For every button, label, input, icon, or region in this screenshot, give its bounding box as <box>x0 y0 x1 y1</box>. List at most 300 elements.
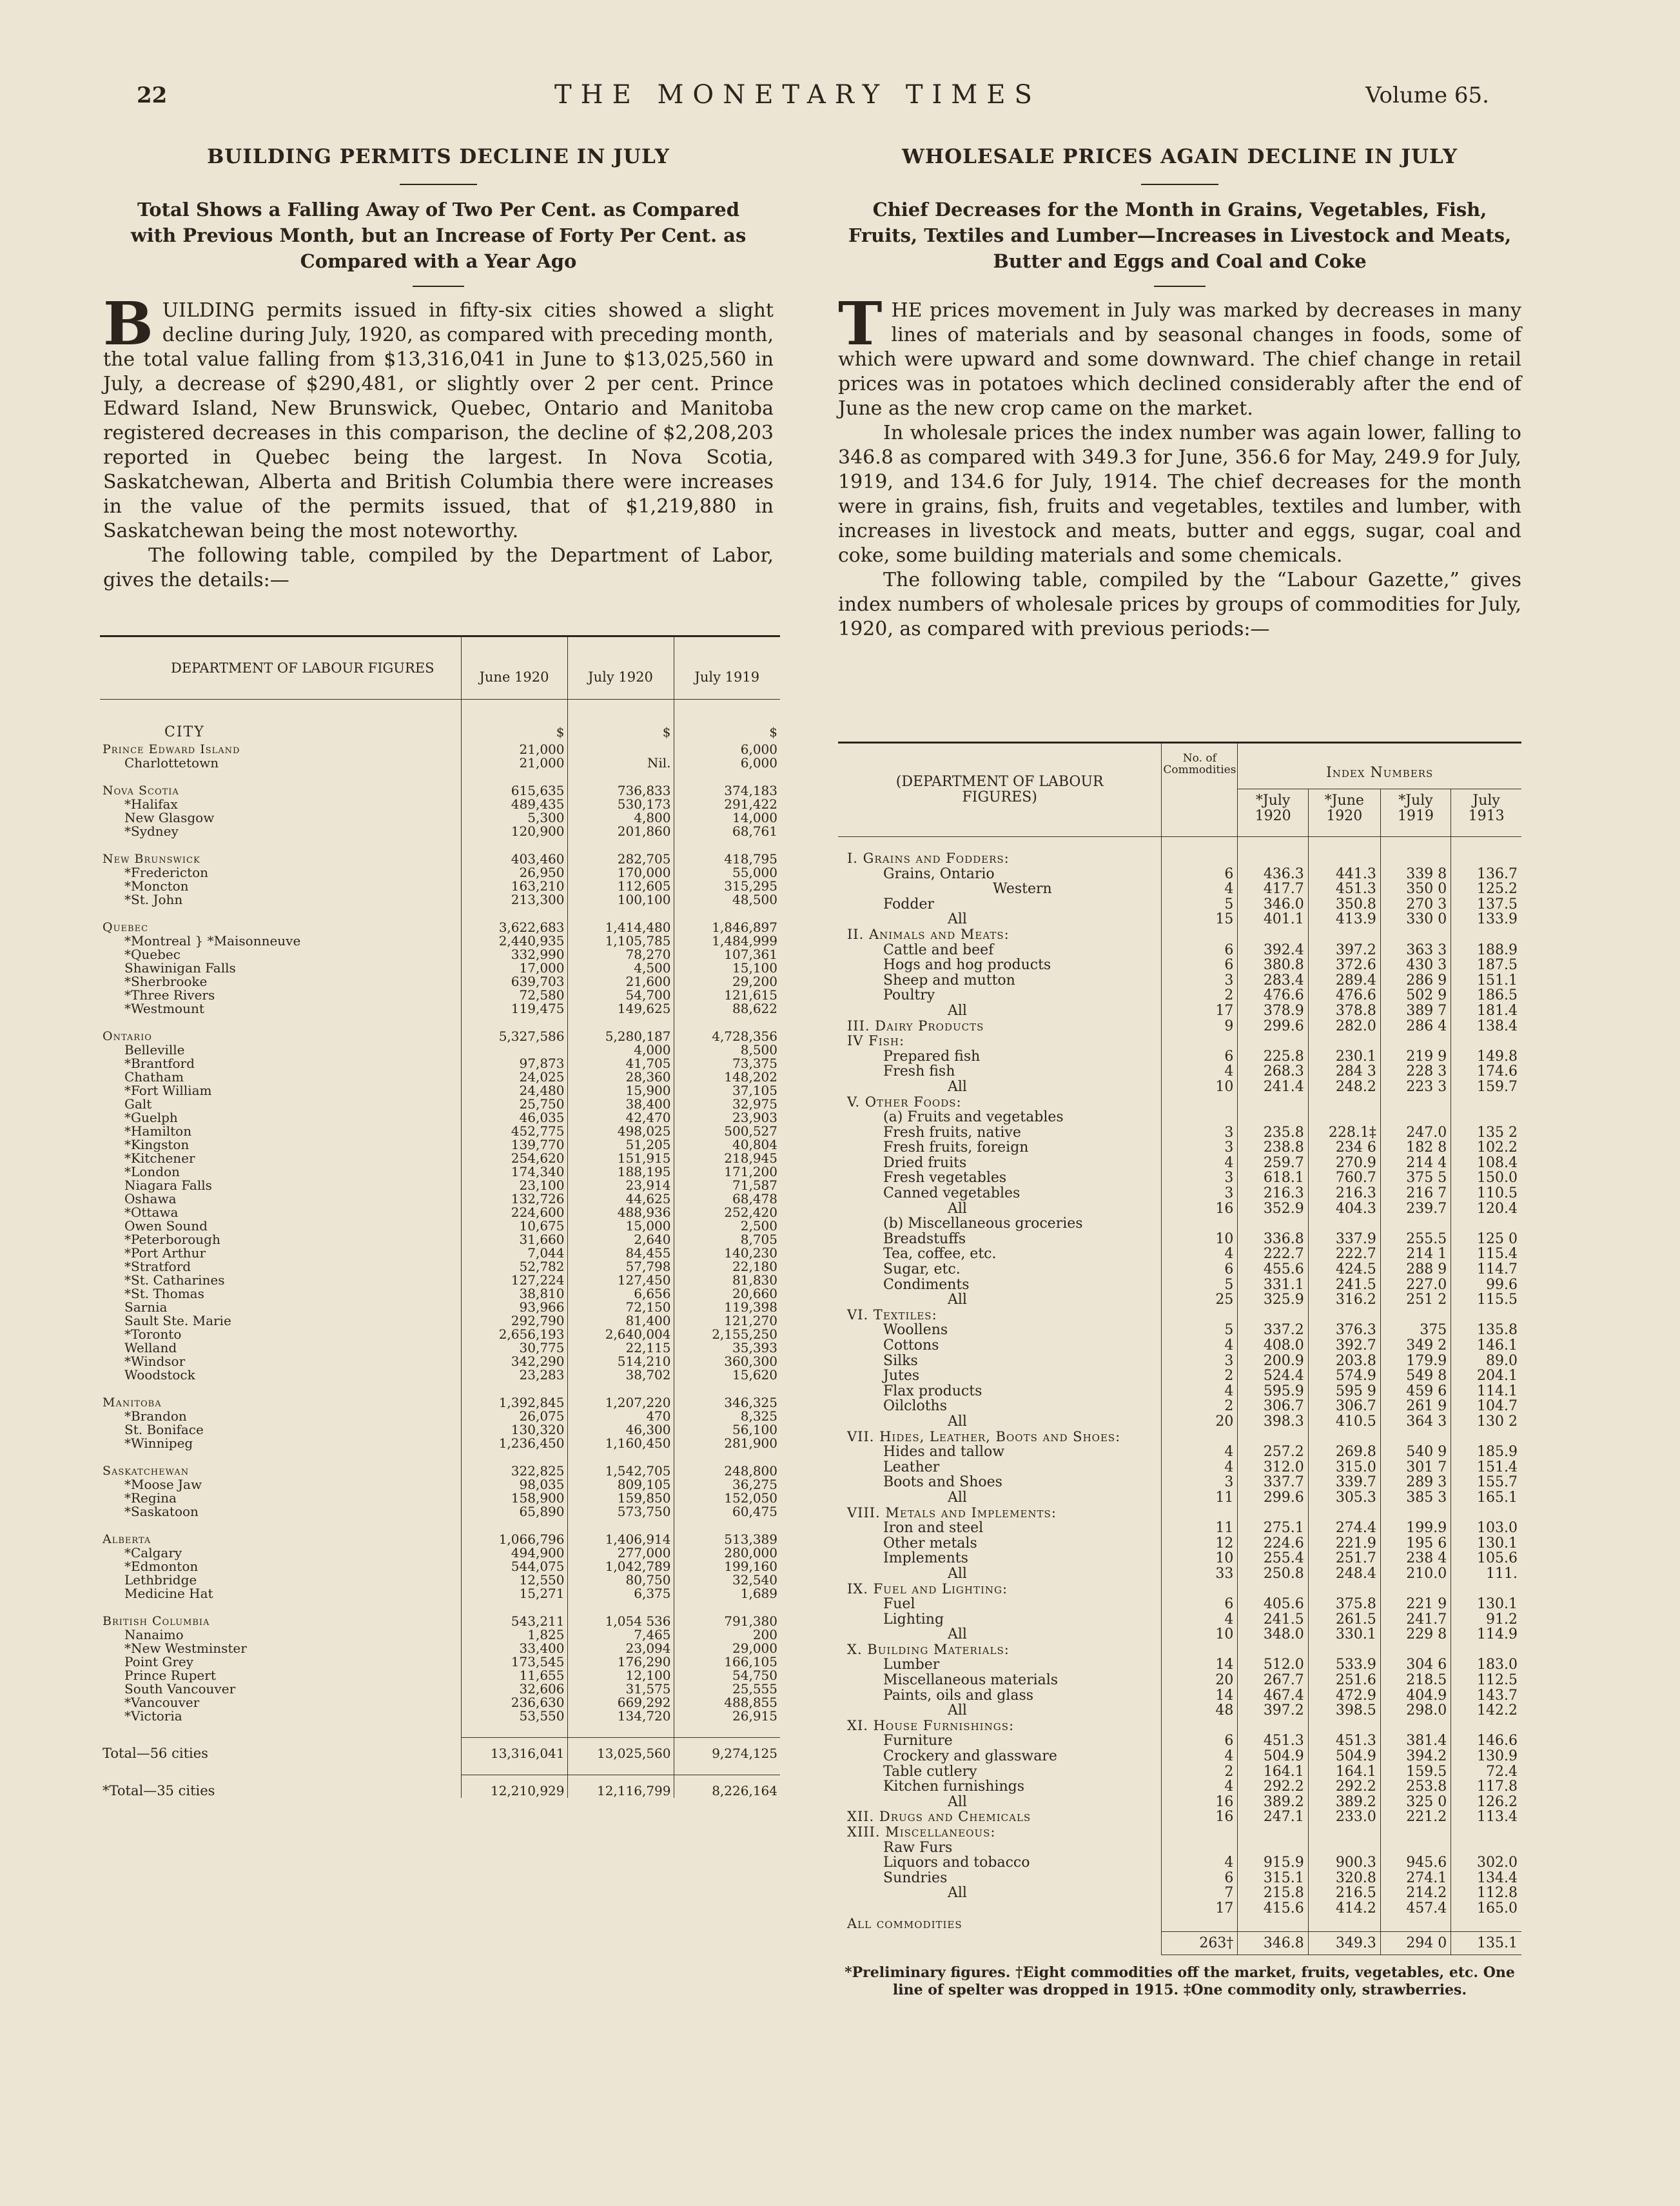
july-1919-value: 1,689 <box>674 1587 780 1600</box>
june-1920-value <box>461 1760 567 1775</box>
july-1919-index: 251 2 <box>1380 1292 1450 1308</box>
july-1919-index: 502 9 <box>1380 988 1450 1003</box>
july-1919-index: 218.5 <box>1380 1673 1450 1688</box>
july-1913-index: 181.4 <box>1451 1003 1521 1019</box>
commodity-count: 2 <box>1162 1764 1238 1780</box>
june-1920-value: 322,825 <box>461 1464 567 1478</box>
subtotal-row <box>838 1201 1521 1217</box>
masthead: THE MONETARY TIMES <box>554 80 1041 110</box>
city-row <box>100 1179 780 1192</box>
june-1920-value: 615,635 <box>461 784 567 798</box>
june-1920-index: 316.2 <box>1308 1292 1380 1308</box>
july-1920-index: 241.4 <box>1238 1079 1308 1095</box>
june-1920-index: 372.6 <box>1308 958 1380 973</box>
june-1920-index <box>1308 1582 1380 1597</box>
item-row <box>838 1384 1521 1399</box>
july-1919-index: 381.4 <box>1380 1733 1450 1749</box>
july-1920-index: 268.3 <box>1238 1064 1308 1079</box>
july-1913-index: 115.5 <box>1451 1292 1521 1308</box>
item-row <box>838 1551 1521 1566</box>
june-1920-index <box>1308 851 1380 867</box>
city-label: CITY <box>100 700 461 744</box>
july-1913-index: 135 2 <box>1451 1125 1521 1141</box>
june-1920-index: 350.8 <box>1308 897 1380 912</box>
row-label: Shawinigan Falls <box>124 960 236 976</box>
july-1919-index: 214 4 <box>1380 1156 1450 1171</box>
item-row <box>838 1246 1521 1262</box>
june-1920-index: 234 6 <box>1308 1140 1380 1156</box>
row-label: All <box>948 1200 967 1217</box>
july-1919-value: 418,795 <box>674 852 780 866</box>
col-july-1920: July 1920 <box>567 637 674 700</box>
june-1920-value: 543,211 <box>461 1615 567 1628</box>
row-label: Welland <box>124 1340 177 1355</box>
row-label: Prince Edward Island <box>103 742 240 756</box>
june-1920-value: 46,035 <box>461 1111 567 1125</box>
june-1920-index <box>1308 1916 1380 1932</box>
headline-rule <box>400 184 477 185</box>
july-1919-index: 221.2 <box>1380 1809 1450 1825</box>
july-1919-value: 140,230 <box>674 1246 780 1260</box>
july-1920-index <box>1238 1095 1308 1110</box>
july-1919-value: 73,375 <box>674 1057 780 1070</box>
item-row <box>838 1368 1521 1384</box>
city-row <box>100 1138 780 1152</box>
july-1913-index <box>1451 1582 1521 1597</box>
commodity-count <box>1162 927 1238 943</box>
row-label: Table cutlery <box>883 1763 977 1780</box>
city-row <box>100 1587 780 1600</box>
july-1919-index <box>1380 1506 1450 1521</box>
item-row <box>838 1323 1521 1338</box>
section-row <box>838 1642 1521 1658</box>
row-label <box>100 1450 461 1464</box>
city-row <box>100 961 780 975</box>
july-1920-index: 346.8 <box>1238 1931 1308 1955</box>
row-label: British Columbia <box>103 1614 210 1628</box>
city-row <box>100 1341 780 1355</box>
june-1920-value: 25,750 <box>461 1098 567 1111</box>
june-1920-index <box>1308 927 1380 943</box>
row-label: Lethbridge <box>124 1572 197 1588</box>
june-1920-index: 248.4 <box>1308 1566 1380 1582</box>
july-1913-index <box>1451 1095 1521 1110</box>
july-1920-index: 247.1 <box>1238 1809 1308 1825</box>
june-1920-index: 330.1 <box>1308 1627 1380 1642</box>
july-1913-index: 185.9 <box>1451 1444 1521 1460</box>
july-1913-index: 143.7 <box>1451 1688 1521 1704</box>
right-body <box>838 289 1521 642</box>
july-1920-index: 348.0 <box>1238 1627 1308 1642</box>
row-label: *Victoria <box>124 1708 182 1724</box>
commodity-count: 4 <box>1162 1444 1238 1460</box>
section-row <box>838 1809 1521 1825</box>
item-row <box>838 1444 1521 1460</box>
july-1919-value: 22,180 <box>674 1260 780 1274</box>
province-row <box>100 921 780 934</box>
commodity-count <box>1162 1916 1238 1932</box>
row-label: Hogs and hog products <box>883 957 1051 974</box>
july-1913-index: 114.1 <box>1451 1384 1521 1399</box>
july-1920-index: 389.2 <box>1238 1795 1308 1810</box>
row-label: VII. Hides, Leather, Boots and Shoes: <box>847 1428 1121 1444</box>
july-1919-value: 280,000 <box>674 1546 780 1560</box>
city-row <box>100 948 780 961</box>
july-1919-index: 394.2 <box>1380 1749 1450 1764</box>
june-1920-index: 504.9 <box>1308 1749 1380 1764</box>
july-1920-value: 38,702 <box>567 1368 674 1382</box>
city-row <box>100 1560 780 1573</box>
july-1919-index <box>1380 1308 1450 1323</box>
july-1913-index <box>1451 1430 1521 1445</box>
july-1919-index: 239.7 <box>1380 1201 1450 1217</box>
row-label: *Brantford <box>124 1056 195 1071</box>
commodity-count: 17 <box>1162 1901 1238 1916</box>
city-row <box>100 1628 780 1642</box>
june-1920-index: 284 3 <box>1308 1064 1380 1079</box>
july-1920-value <box>567 1450 674 1464</box>
july-1920-value: 41,705 <box>567 1057 674 1070</box>
july-1919-value: 200 <box>674 1628 780 1642</box>
july-1913-index: 165.0 <box>1451 1901 1521 1916</box>
dollar-sign: $ <box>461 700 567 744</box>
row-label: Charlottetown <box>124 755 219 771</box>
city-row <box>100 1437 780 1450</box>
july-1919-index <box>1380 927 1450 943</box>
row-label: Lighting <box>883 1611 944 1628</box>
june-1920-index <box>1308 1825 1380 1840</box>
july-1913-index: 126.2 <box>1451 1795 1521 1810</box>
july-1920-value: 1,542,705 <box>567 1464 674 1478</box>
row-label: Miscellaneous materials <box>883 1672 1059 1689</box>
july-1919-index <box>1380 851 1450 867</box>
spacer-row <box>100 770 780 784</box>
item-row <box>838 1779 1521 1795</box>
row-label: Kitchen furnishings <box>883 1778 1025 1795</box>
july-1920-value: 514,210 <box>567 1355 674 1368</box>
july-1913-index: 111. <box>1451 1566 1521 1582</box>
city-row <box>100 1410 780 1423</box>
june-1920-value: 17,000 <box>461 961 567 975</box>
commodity-count: 10 <box>1162 1627 1238 1642</box>
july-1913-index: 174.6 <box>1451 1064 1521 1079</box>
june-1920-value: 97,873 <box>461 1057 567 1070</box>
commodity-count: 48 <box>1162 1703 1238 1719</box>
july-1913-index <box>1451 1719 1521 1734</box>
item-row <box>838 1216 1521 1232</box>
july-1919-value: 2,155,250 <box>674 1328 780 1341</box>
item-row <box>838 1855 1521 1871</box>
row-label: *Moncton <box>124 878 189 894</box>
july-1920-value: 28,360 <box>567 1070 674 1084</box>
june-1920-value: 21,000 <box>461 756 567 770</box>
july-1913-index <box>1451 1034 1521 1049</box>
commodity-count <box>1162 1216 1238 1232</box>
july-1913-index: 89.0 <box>1451 1354 1521 1369</box>
july-1920-value: 72,150 <box>567 1301 674 1314</box>
july-1919-index: 549 8 <box>1380 1368 1450 1384</box>
province-row <box>100 1533 780 1546</box>
july-1920-index: 255.4 <box>1238 1551 1308 1566</box>
june-1920-value <box>461 1600 567 1615</box>
july-1920-value: 282,705 <box>567 852 674 866</box>
july-1920-index: 222.7 <box>1238 1246 1308 1262</box>
july-1919-index: 179.9 <box>1380 1354 1450 1369</box>
commodity-count: 5 <box>1162 1277 1238 1293</box>
row-label: *Saskatoon <box>124 1504 199 1519</box>
june-1920-index: 233.0 <box>1308 1809 1380 1825</box>
june-1920-index: 376.3 <box>1308 1323 1380 1338</box>
july-1913-index: 159.7 <box>1451 1079 1521 1095</box>
july-1919-value: 248,800 <box>674 1464 780 1478</box>
july-1920-index: 299.6 <box>1238 1019 1308 1034</box>
commodity-count: 16 <box>1162 1201 1238 1217</box>
june-1920-value: 173,545 <box>461 1655 567 1669</box>
june-1920-value: 224,600 <box>461 1206 567 1219</box>
july-1919-index: 385 3 <box>1380 1490 1450 1506</box>
left-body <box>103 289 774 593</box>
deck-rule <box>1154 286 1206 287</box>
section-row <box>838 1430 1521 1445</box>
commodity-count: 6 <box>1162 1049 1238 1065</box>
city-row <box>100 1192 780 1206</box>
june-1920-value: 213,300 <box>461 893 567 907</box>
june-1920-value: 494,900 <box>461 1546 567 1560</box>
province-row <box>100 852 780 866</box>
july-1919-index <box>1380 1095 1450 1110</box>
july-1920-index: 306.7 <box>1238 1399 1308 1414</box>
city-row <box>100 1696 780 1709</box>
july-1920-value: 12,100 <box>567 1669 674 1682</box>
row-label: All <box>948 1885 967 1902</box>
row-label: Iron and steel <box>883 1520 984 1537</box>
july-1920-value: 7,465 <box>567 1628 674 1642</box>
july-1913-index: 113.4 <box>1451 1809 1521 1825</box>
july-1919-index: 223 3 <box>1380 1079 1450 1095</box>
commodity-count: 11 <box>1162 1490 1238 1506</box>
item-row <box>838 867 1521 882</box>
july-1919-value: 121,270 <box>674 1314 780 1328</box>
june-1920-index <box>1308 1642 1380 1658</box>
july-1919-value: 37,105 <box>674 1084 780 1098</box>
july-1919-index: 227.0 <box>1380 1277 1450 1293</box>
row-label: *Westmount <box>124 1001 204 1016</box>
row-label: Oshawa <box>124 1191 177 1206</box>
july-1913-index <box>1451 1916 1521 1932</box>
city-row <box>100 934 780 948</box>
june-1920-value: 5,327,586 <box>461 1030 567 1043</box>
july-1920-value: 498,025 <box>567 1125 674 1138</box>
row-label: Crockery and glassware <box>883 1748 1057 1765</box>
july-1919-index <box>1380 1642 1450 1658</box>
july-1913-index: 125 0 <box>1451 1232 1521 1247</box>
june-1920-value: 24,480 <box>461 1084 567 1098</box>
july-1920-index <box>1238 1719 1308 1734</box>
july-1919-value: 4,728,356 <box>674 1030 780 1043</box>
left-deck: Total Shows a Falling Away of Two Per Cent. as Compared with Previous Month, but an Increase of Forty Per Cent. as Compared with a Year Ago <box>130 199 747 272</box>
row-label: VI. Textiles: <box>847 1306 937 1323</box>
july-1920-index: 250.8 <box>1238 1566 1308 1582</box>
july-1919-value: 500,527 <box>674 1125 780 1138</box>
july-1919-index: 221 9 <box>1380 1597 1450 1612</box>
row-label: *Guelph <box>124 1110 178 1125</box>
july-1920-value: 2,640 <box>567 1233 674 1246</box>
july-1920-index: 283.4 <box>1238 973 1308 989</box>
row-label: Jutes <box>883 1368 920 1384</box>
row-label: *St. John <box>124 892 183 907</box>
row-label: Point Grey <box>124 1654 194 1669</box>
row-label: *Hamilton <box>124 1123 192 1139</box>
commodity-count: 6 <box>1162 1871 1238 1886</box>
row-label: *Sydney <box>124 823 179 839</box>
june-1920-index: 228.1‡ <box>1308 1125 1380 1141</box>
june-1920-value: 139,770 <box>461 1138 567 1152</box>
subtotal-row <box>838 1003 1521 1019</box>
commodity-count: 17 <box>1162 1003 1238 1019</box>
row-label: South Vancouver <box>124 1681 236 1697</box>
july-1920-index: 512.0 <box>1238 1657 1308 1673</box>
july-1920-value: 1,414,480 <box>567 921 674 934</box>
june-1920-value <box>461 1043 567 1057</box>
commodity-count: 4 <box>1162 1612 1238 1628</box>
july-1920-value <box>567 907 674 921</box>
commodity-count <box>1162 1430 1238 1445</box>
row-label: IX. Fuel and Lighting: <box>847 1581 1008 1597</box>
subtotal-row <box>838 1292 1521 1308</box>
row-label: XII. Drugs and Chemicals <box>847 1809 1031 1825</box>
july-1919-value: 8,500 <box>674 1043 780 1057</box>
june-1920-index: 476.6 <box>1308 988 1380 1003</box>
july-1919-index: 430 3 <box>1380 958 1450 973</box>
row-label: All <box>948 1565 967 1582</box>
july-1913-index: 112.8 <box>1451 1886 1521 1901</box>
july-1913-index: 125.2 <box>1451 881 1521 897</box>
row-label: Chatham <box>124 1069 184 1085</box>
row-label: Alberta <box>103 1532 151 1546</box>
commodity-count: 6 <box>1162 1597 1238 1612</box>
city-row <box>100 1070 780 1084</box>
june-1920-index: 410.5 <box>1308 1414 1380 1430</box>
commodity-count: 33 <box>1162 1566 1238 1582</box>
commodity-count: 4 <box>1162 1460 1238 1475</box>
commodity-count <box>1162 1506 1238 1521</box>
row-label: X. Building Materials: <box>847 1641 1010 1657</box>
july-1920-value <box>567 1723 674 1738</box>
total-row <box>100 1738 780 1761</box>
july-1919-index: 210.0 <box>1380 1566 1450 1582</box>
city-row <box>100 1057 780 1070</box>
row-label: Fresh vegetables <box>883 1170 1007 1187</box>
section-row <box>838 1825 1521 1840</box>
july-1920-value: 4,800 <box>567 811 674 825</box>
row-label: *Total—35 cities <box>103 1782 215 1798</box>
july-1919-index: 404.9 <box>1380 1688 1450 1704</box>
row-label: Cattle and beef <box>883 941 994 958</box>
row-label: Fuel <box>883 1596 915 1613</box>
june-1920-value: 23,100 <box>461 1179 567 1192</box>
col-june-1920: *June 1920 <box>1308 789 1380 837</box>
prices-table <box>838 744 1521 1955</box>
commodity-count: 14 <box>1162 1657 1238 1673</box>
july-1919-value: 1,846,897 <box>674 921 780 934</box>
july-1920-index: 504.9 <box>1238 1749 1308 1764</box>
june-1920-index: 230.1 <box>1308 1049 1380 1065</box>
june-1920-value: 52,782 <box>461 1260 567 1274</box>
june-1920-index: 760.7 <box>1308 1170 1380 1186</box>
july-1920-index: 312.0 <box>1238 1460 1308 1475</box>
item-row <box>838 1186 1521 1201</box>
row-label: All <box>948 911 967 928</box>
commodity-count: 20 <box>1162 1673 1238 1688</box>
july-1919-value <box>674 1382 780 1396</box>
city-row <box>100 1084 780 1098</box>
row-label: Fresh fish <box>883 1063 955 1080</box>
row-label: Liquors and tobacco <box>883 1855 1030 1871</box>
july-1919-value <box>674 1450 780 1464</box>
june-1920-index: 282.0 <box>1308 1019 1380 1034</box>
july-1919-value: 26,915 <box>674 1709 780 1723</box>
june-1920-index <box>1308 1216 1380 1232</box>
june-1920-index: 274.4 <box>1308 1521 1380 1536</box>
june-1920-index: 292.2 <box>1308 1779 1380 1795</box>
july-1913-index: 117.8 <box>1451 1779 1521 1795</box>
july-1919-value: 68,761 <box>674 825 780 838</box>
july-1913-index: 165.1 <box>1451 1490 1521 1506</box>
row-label: Condiments <box>883 1276 970 1293</box>
province-row <box>100 1615 780 1628</box>
july-1913-index <box>1451 1110 1521 1125</box>
july-1919-value: 32,975 <box>674 1098 780 1111</box>
july-1919-value: 119,398 <box>674 1301 780 1314</box>
july-1913-index <box>1451 1308 1521 1323</box>
july-1920-value: 2,640,004 <box>567 1328 674 1341</box>
june-1920-index: 269.8 <box>1308 1444 1380 1460</box>
july-1920-value: 112,605 <box>567 880 674 893</box>
city-row <box>100 798 780 811</box>
july-1919-index: 286 9 <box>1380 973 1450 989</box>
row-label: Prince Rupert <box>124 1668 216 1683</box>
row-label: *Vancouver <box>124 1695 200 1710</box>
july-1920-index: 325.9 <box>1238 1292 1308 1308</box>
row-label: *Fredericton <box>124 865 209 880</box>
july-1913-index <box>1451 1216 1521 1232</box>
july-1919-value <box>674 1519 780 1533</box>
july-1919-index: 459 6 <box>1380 1384 1450 1399</box>
city-row <box>100 1206 780 1219</box>
right-article <box>838 145 1521 642</box>
july-1920-index: 378.9 <box>1238 1003 1308 1019</box>
item-row <box>838 943 1521 958</box>
row-label: Sarnia <box>124 1299 168 1315</box>
permits-table-block <box>100 635 780 1798</box>
row-label: New Glasgow <box>124 810 215 825</box>
july-1920-index: 200.9 <box>1238 1354 1308 1369</box>
july-1919-value: 374,183 <box>674 784 780 798</box>
row-label: Poultry <box>883 987 935 1004</box>
right-paragraph-2: In wholesale prices the index number was again lower, falling to 346.8 as compared with 349.3 for June, 356.6 for May, 249.9 for July, 1919, and 134.6 for July, 1914. The chief decreases for the month were in grains, fish, fruits and vegetables, textiles and lumber, with increases in livestock and meats, butter and eggs, sugar, coal and coke, some building materials and some chemicals. <box>838 422 1521 567</box>
june-1920-value: 119,475 <box>461 1002 567 1016</box>
july-1919-value: 54,750 <box>674 1669 780 1682</box>
july-1920-index: 595.9 <box>1238 1384 1308 1399</box>
commodity-count <box>1162 1095 1238 1110</box>
july-1919-index: 274.1 <box>1380 1871 1450 1886</box>
row-label: All <box>948 1626 967 1643</box>
july-1920-index: 467.4 <box>1238 1688 1308 1704</box>
row-label: *St. Thomas <box>124 1286 204 1301</box>
row-label: Boots and Shoes <box>883 1474 1002 1491</box>
june-1920-index: 389.2 <box>1308 1795 1380 1810</box>
row-label: V. Other Foods: <box>847 1094 962 1110</box>
